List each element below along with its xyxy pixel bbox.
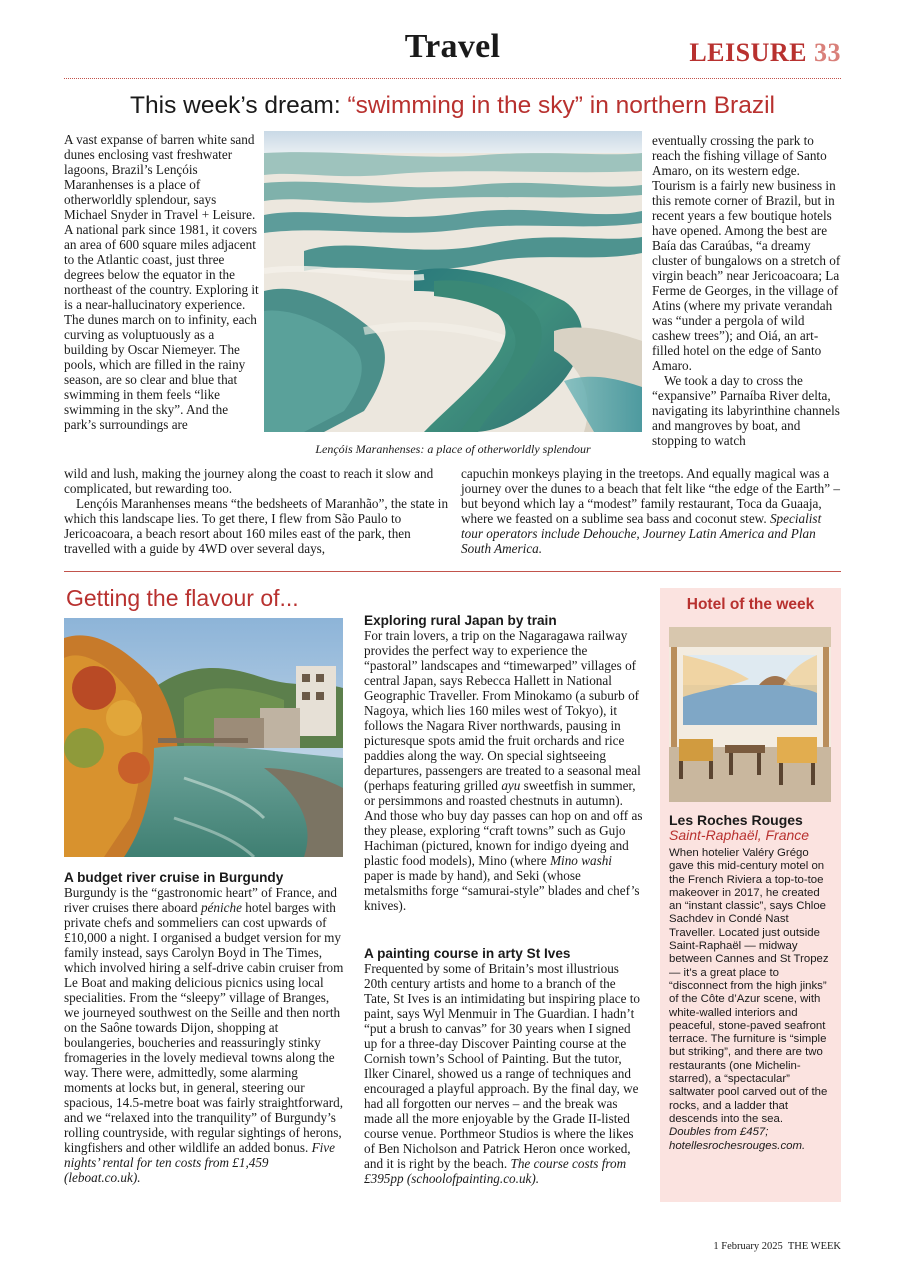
japan-italic-ayu: ayu	[501, 778, 521, 793]
japan-text-b: sweetfish in summer, or persimmons and roasted chestnuts in autumn). And those who buy day passes can hop on and off as they please, exploring “craft towns” such as Gujo Hachiman (pictured, known for indigo dyeing and plastic food models), Mino (where	[364, 778, 643, 868]
dream-right-para-2: We took a day to cross the “expansive” Parnaíba River delta, navigating its labyrinthine channels and mangroves by boat, and stopping to watch	[652, 373, 840, 448]
burgundy-text	[64, 885, 344, 1185]
japan-text-c: paper is made by hand), and Seki (whose metalsmiths forge “samurai-style” blades and chef’s knives).	[364, 868, 640, 913]
dream-continuation-right	[461, 466, 841, 556]
section-label	[689, 38, 841, 68]
section-name: LEISURE	[689, 38, 807, 67]
section-divider	[64, 571, 841, 572]
page-number: 33	[814, 38, 841, 67]
hotel-description	[669, 847, 835, 1153]
dream-cont-left-para-1: wild and lush, making the journey along the coast to reach it slow and complicated, but rewarding too.	[64, 466, 434, 496]
japan-title: Exploring rural Japan by train	[364, 613, 557, 628]
issue-date: 1 February 2025	[713, 1241, 783, 1252]
stives-text-main: Frequented by some of Britain’s most illustrious 20th century artists and home to a branch of the Tate, St Ives is an intimidating but inspiring place to paint, says Wyl Menmuir in The Guardian. I hadn’t “put a brush to canvas” for 30 years when I signed up for a three-day Discover Painting course at the Cornish town’s School of Painting. But the tutor, Ilker Cinarel, showed us a range of techniques and encouraged a playful approach. By the final day, we had all forgotten our nerves – and the break was made all the more enjoyable by the Grade II-listed course venue. Porthmeor Studios is where the likes of Ben Nicholson and Patrick Heron once worked, and it is right by the beach.	[364, 961, 640, 1171]
hotel-price-text: Doubles from £457; hotellesrochesrouges.com.	[669, 1126, 806, 1152]
japan-italic-washi: Mino washi	[550, 853, 612, 868]
dream-right-column	[652, 133, 841, 448]
stives-article	[364, 946, 643, 1186]
headline-quote: “swimming in the sky” in northern Brazil	[347, 92, 775, 119]
publication-name: THE WEEK	[787, 1241, 841, 1252]
headline-prefix: This week’s dream:	[130, 92, 348, 119]
stives-price-note: The course costs from £395pp (schoolofpainting.co.uk).	[364, 1156, 627, 1186]
burgundy-article	[64, 870, 344, 1185]
gujo-hachiman-river-photo	[64, 618, 343, 857]
hotel-name: Les Roches Rouges	[669, 812, 803, 828]
japan-article	[364, 613, 643, 913]
flavour-heading: Getting the flavour of...	[66, 585, 299, 611]
hotel-heading: Hotel of the week	[686, 596, 815, 613]
dream-cont-right-text: capuchin monkeys playing in the treetops. And equally magical was a journey over the dunes to a beach that felt like “the edge of the Earth” – but beyond which lay a “modest” family restaurant, Toca da Guaaja, where we feasted on a sublime sea bass and coconut stew.	[461, 466, 840, 526]
dream-right-para-1: eventually crossing the park to reach the fishing village of Santo Amaro, on its western edge. Tourism is a fairly new business in this remote corner of Brazil, but in recent years a few boutique hotels have opened. Among the best are Baía das Caraúbas, “a dreamy cluster of bungalows on a stretch of virgin beach” near Jericoacoara; La Ferme de Georges, in the village of Atins (where my private verandah was “under a pergola of wild cashew trees”); and Oiá, an art-filled hotel on the edge of Santo Amaro.	[652, 133, 841, 373]
burgundy-title: A budget river cruise in Burgundy	[64, 870, 284, 885]
stives-title: A painting course in arty St Ives	[364, 946, 571, 961]
dunes-lagoon-photo	[264, 131, 642, 432]
japan-text	[364, 628, 643, 913]
dream-cont-left-para-2: Lençóis Maranhenses means “the bedsheets of Maranhão”, the state in which this landscape lies. To get there, I flew from São Paulo to Jericoacoara, a beach resort about 160 miles east of the park, then travelled with a guide by 4WD over several days,	[64, 496, 449, 556]
hotel-location: Saint-Raphaël, France	[669, 827, 810, 843]
header-divider	[64, 78, 841, 79]
dream-headline	[64, 92, 841, 120]
japan-text-a: For train lovers, a trip on the Nagaragawa railway provides the perfect way to experience the “pastoral” landscapes and “timewarped” villages of central Japan, says Rebecca Hallett in National Geographic Traveller. From Minokamo (a suburb of Nagoya, which lies 160 miles west of Tokyo), it follows the Nagara River northwards, pausing in picturesque spots amid the fruit orchards and rice paddies along the way. On special sightseeing departures, passengers are treated to a seasonal meal (perhaps featuring grilled	[364, 628, 641, 793]
hotel-interior-photo	[669, 627, 831, 802]
dream-left-column: A vast expanse of barren white sand dunes enclosing vast freshwater lagoons, Brazil’s Lençóis Maranhenses is a place of otherworldly splendour, says Michael Snyder in Travel + Leisure. A national park since 1981, it covers an area of 600 square miles adjacent to the Atlantic coast, just three degrees below the equator in the northeast of the country. Exploring it is a near-hallucinatory experience. The dunes march on to infinity, each curving as voluptuously as a building by Oscar Niemeyer. The pools, which are filled in the rainy season, are so clear and blue that swimming in them feels “like swimming in the sky”. And the park’s surroundings are	[64, 132, 259, 432]
burgundy-text-b: hotel barges with private chefs and sommeliers can cost upwards of £10,000 a night. I organised a budget version for my family instead, says Carolyn Boyd in The Times, which involved hiring a self-drive cabin cruiser from Le Boat and making delicious picnics using local specialities. From the “sleepy” village of Branges, we journeyed southwest on the Seille and then north on the Saône towards Dijon, shopping at boulangeries, boucheries and reassuringly stinky fromageries in the lovely medieval towns along the way. There were, admittedly, some alarming moments at locks but, in general, steering our spacious, 14.5-metre boat was fairly straightforward, and we “relaxed into the tranquility” of Burgundy’s rolling countryside, with regular sightings of herons, kingfishers and other wildlife an added bonus.	[64, 900, 344, 1155]
hotel-description-text: When hotelier Valéry Grégo gave this mid-century motel on the French Riviera a top-to-toe makeover in 2017, he created an “instant classic”, says Chloe Sachdev in Condé Nast Traveller. Located just outside Saint-Raphaël — midway between Cannes and St Tropez — it’s a great place to “disconnect from the high jinks” of the Côte d’Azur scene, with white-walled interiors and peaceful, stone-paved seafront terrace. The furniture is “simple but striking”, and there are two restaurants (one Michelin-starred), a “spectacular” saltwater pool carved out of the rocks, and a ladder that descends into the sea.	[669, 847, 829, 1125]
burgundy-italic-word: péniche	[200, 900, 242, 915]
photo-caption: Lençóis Maranhenses: a place of otherworldly splendour	[315, 442, 591, 456]
dream-continuation-left	[64, 466, 449, 556]
burgundy-text-a: Burgundy is the “gastronomic heart” of France, and river cruises there aboard	[64, 885, 337, 915]
page-section-title: Travel	[404, 28, 501, 65]
burgundy-price-note: Five nights’ rental for ten costs from £1,459 (leboat.co.uk).	[64, 1140, 336, 1185]
tour-operators-note: Specialist tour operators include Dehouche, Journey Latin America and Plan South America.	[461, 511, 822, 556]
stives-text	[364, 961, 643, 1186]
hotel-price	[669, 1126, 835, 1153]
page-footer	[713, 1241, 841, 1252]
